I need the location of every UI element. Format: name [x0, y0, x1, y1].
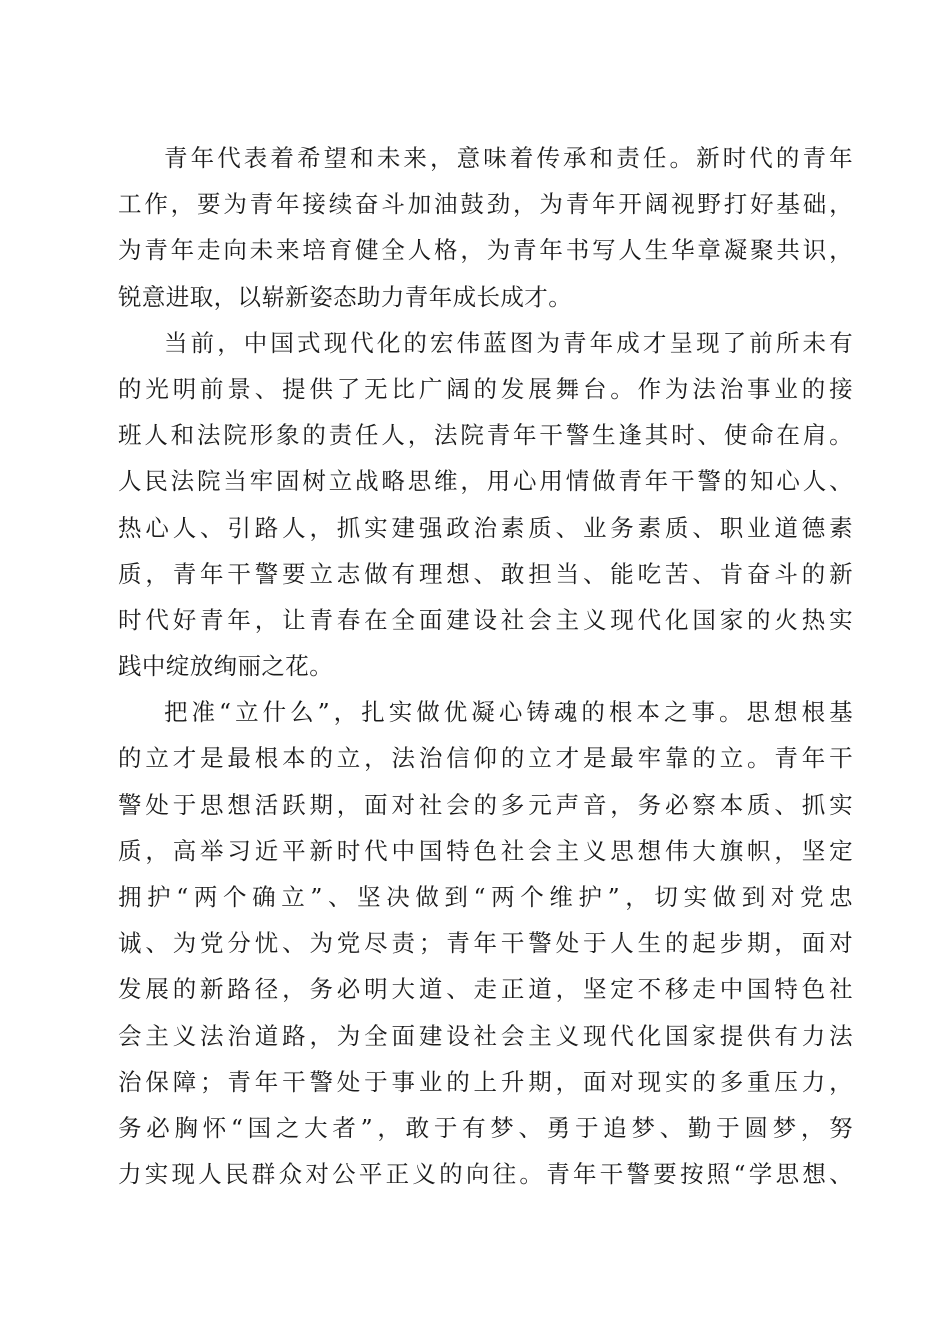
paragraph-line: 质，青年干警要立志做有理想、敢担当、能吃苦、肯奋斗的新 — [118, 559, 853, 588]
paragraph-1 — [118, 135, 853, 320]
paragraph-2 — [118, 320, 853, 690]
document-body — [118, 135, 853, 1197]
paragraph-line: 青年代表着希望和未来，意味着传承和责任。新时代的青年 — [164, 144, 853, 172]
paragraph-line: 诚、为党分忧、为党尽责；青年干警处于人生的起步期，面对 — [118, 929, 853, 958]
paragraph-line: 的立才是最根本的立，法治信仰的立才是最牢靠的立。青年干 — [118, 744, 853, 773]
paragraph-line: 警处于思想活跃期，面对社会的多元声音，务必察本质、抓实 — [118, 790, 853, 819]
paragraph-line: 务必胸怀“国之大者”，敢于有梦、勇于追梦、勤于圆梦，努 — [118, 1113, 853, 1142]
paragraph-line: 力实现人民群众对公平正义的向往。青年干警要按照“学思想、 — [118, 1160, 853, 1189]
paragraph-line: 践中绽放绚丽之花。 — [118, 652, 334, 681]
paragraph-line: 拥护“两个确立”、坚决做到“两个维护”，切实做到对党忠 — [118, 883, 853, 911]
paragraph-line: 会主义法治道路，为全面建设社会主义现代化国家提供有力法 — [118, 1021, 853, 1050]
paragraph-line: 治保障；青年干警处于事业的上升期，面对现实的多重压力， — [118, 1067, 853, 1096]
paragraph-line: 的光明前景、提供了无比广阔的发展舞台。作为法治事业的接 — [118, 374, 853, 403]
paragraph-line: 质，高举习近平新时代中国特色社会主义思想伟大旗帜，坚定 — [118, 836, 853, 865]
paragraph-line: 热心人、引路人，抓实建强政治素质、业务素质、职业道德素 — [118, 513, 853, 542]
paragraph-line: 把准“立什么”，扎实做优凝心铸魂的根本之事。思想根基 — [164, 698, 853, 727]
paragraph-line: 发展的新路径，务必明大道、走正道，坚定不移走中国特色社 — [118, 975, 853, 1004]
paragraph-line: 当前，中国式现代化的宏伟蓝图为青年成才呈现了前所未有 — [164, 328, 853, 357]
paragraph-3 — [118, 689, 853, 1197]
paragraph-line: 工作，要为青年接续奋斗加油鼓劲，为青年开阔视野打好基础， — [118, 190, 853, 219]
paragraph-line: 人民法院当牢固树立战略思维，用心用情做青年干警的知心人、 — [118, 467, 853, 496]
paragraph-line: 时代好青年，让青春在全面建设社会主义现代化国家的火热实 — [118, 605, 853, 634]
paragraph-line: 班人和法院形象的责任人，法院青年干警生逢其时、使命在肩。 — [118, 421, 853, 450]
paragraph-line: 为青年走向未来培育健全人格，为青年书写人生华章凝聚共识， — [118, 236, 853, 265]
paragraph-line: 锐意进取，以崭新姿态助力青年成长成才。 — [118, 282, 573, 311]
